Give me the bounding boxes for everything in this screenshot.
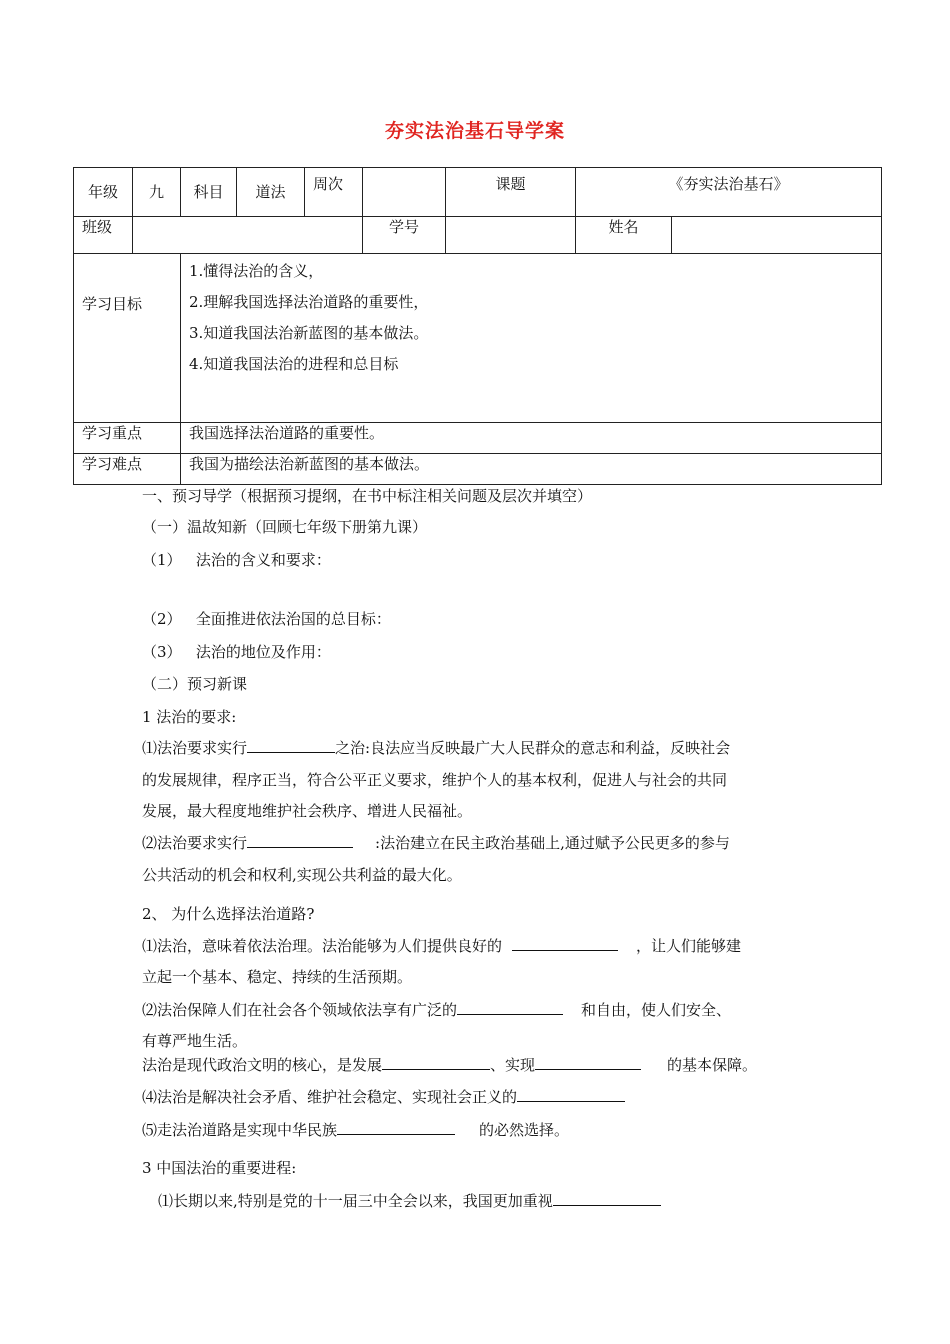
fill-blank[interactable] [247,738,335,753]
paragraph-line: 公共活动的机会和权利,实现公共利益的最大化。 [142,866,462,884]
fill-blank[interactable] [457,1000,563,1015]
heading-2: 2、 为什么选择法治道路? [142,905,315,923]
subject-label: 科目 [181,168,237,217]
text: 、实现 [490,1056,536,1074]
paragraph-line [142,1000,731,1020]
fill-blank[interactable] [517,1087,625,1102]
topic-value: 《夯实法治基石》 [576,168,882,217]
text: ⑵法治保障人们在社会各个领域依法享有广泛的 [142,1001,458,1019]
topic-label: 课题 [446,168,576,217]
subsection-heading: （二）预习新课 [142,675,248,693]
paragraph-line: 发展，最大程度地维护社会秩序、增进人民福祉。 [142,802,473,820]
paragraph-line: 立起一个基本、稳定、持续的生活预期。 [142,968,413,986]
name-label: 姓名 [576,217,672,254]
paragraph-line [142,936,741,956]
subsection-heading: （一）温故知新（回顾七年级下册第九课） [142,518,428,536]
goals-label: 学习目标 [74,254,181,423]
text: 法治是现代政治文明的核心，是发展 [142,1056,383,1074]
paragraph-line [142,738,730,758]
text: ⑴法治要求实行 [142,739,248,757]
heading-3: 3 中国法治的重要进程: [142,1159,297,1177]
text: :法治建立在民主政治基础上,通过赋予公民更多的参与 [375,834,730,852]
key-label: 学习重点 [74,423,181,454]
text: 的必然选择。 [479,1121,570,1139]
question-2: （2） 全面推进依法治国的总目标： [142,610,391,628]
paragraph-line [142,1055,757,1075]
fill-blank[interactable] [535,1055,641,1070]
key-value: 我国选择法治道路的重要性。 [181,423,882,454]
text: 的基本保障。 [667,1056,758,1074]
paragraph-line [158,1191,661,1211]
text: 和自由，使人们安全、 [581,1001,732,1019]
goal-item: 2.理解我国选择法治道路的重要性， [189,293,429,311]
document-title: 夯实法治基石导学案 [384,120,565,142]
text: ⑸走法治道路是实现中华民族 [142,1121,338,1139]
week-label: 周次 [305,168,363,217]
subject-value: 道法 [237,168,305,217]
goal-item: 3.知道我国法治新蓝图的基本做法。 [189,324,429,342]
text: 之治:良法应当反映最广大人民群众的意志和利益，反映社会 [335,739,731,757]
paragraph-line: 的发展规律，程序正当，符合公平正义要求，维护个人的基本权利，促进人与社会的共同 [142,771,728,789]
paragraph-line: 有尊严地生活。 [142,1032,248,1050]
question-3: （3） 法治的地位及作用： [142,643,331,661]
fill-blank[interactable] [337,1120,455,1135]
text: ，让人们能够建 [636,937,742,955]
question-1: （1） 法治的含义和要求： [142,551,331,569]
grade-value: 九 [133,168,181,217]
paragraph-line [142,1120,569,1140]
fill-blank[interactable] [512,936,618,951]
section-heading: 一、预习导学（根据预习提纲，在书中标注相关问题及层次并填空） [142,487,593,505]
text: ⑷法治是解决社会矛盾、维护社会稳定、实现社会正义的 [142,1088,518,1106]
goal-item: 1.懂得法治的含义， [189,262,324,280]
difficulty-label: 学习难点 [74,454,181,485]
fill-blank[interactable] [553,1191,661,1206]
text: ⑴法治，意味着依法治理。法治能够为人们提供良好的 [142,937,503,955]
paragraph-line [142,833,730,853]
fill-blank[interactable] [247,833,353,848]
id-label: 学号 [363,217,446,254]
text: ⑴长期以来,特别是党的十一届三中全会以来，我国更加重视 [158,1192,553,1210]
heading-1: 1 法治的要求: [142,708,237,726]
paragraph-line [142,1087,625,1107]
difficulty-value: 我国为描绘法治新蓝图的基本做法。 [181,454,882,485]
grade-label: 年级 [74,168,133,217]
text: ⑵法治要求实行 [142,834,248,852]
class-label: 班级 [74,217,133,254]
goal-item: 4.知道我国法治的进程和总目标 [189,355,399,373]
fill-blank[interactable] [382,1055,490,1070]
